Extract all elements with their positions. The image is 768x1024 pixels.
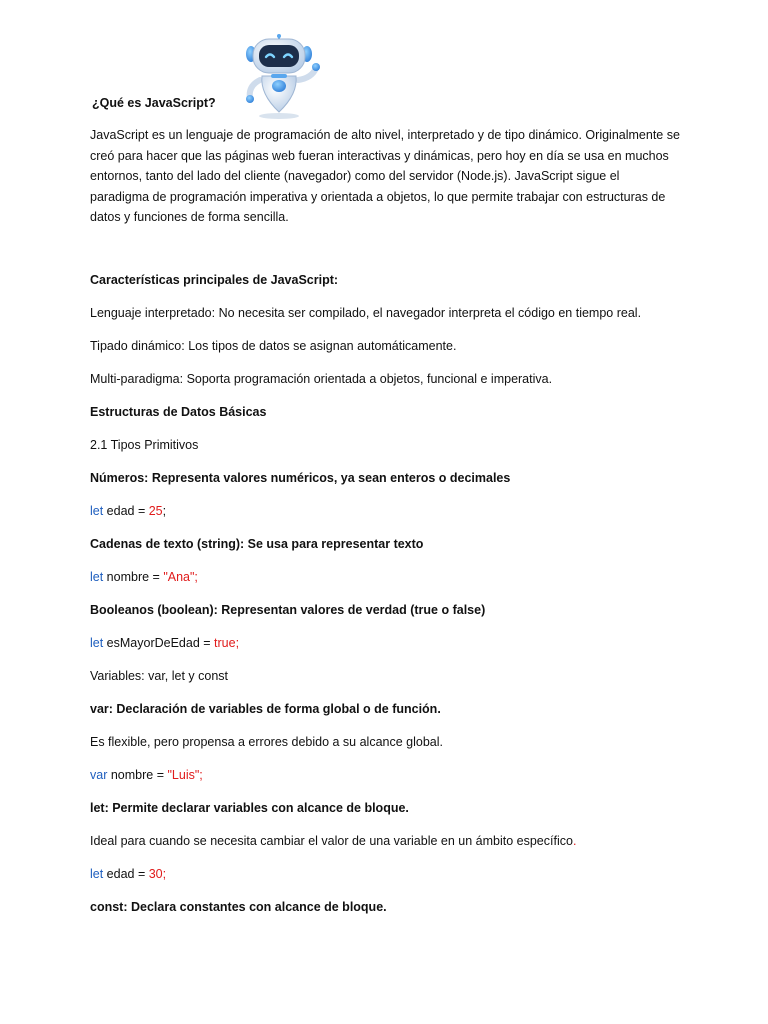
code-example-number — [90, 503, 166, 519]
features-heading: Características principales de JavaScript: — [90, 273, 339, 287]
code-literal: true; — [214, 636, 240, 650]
code-keyword: let — [90, 867, 104, 881]
code-keyword: let — [90, 636, 104, 650]
code-identifier: esMayorDeEdad = — [103, 636, 215, 650]
booleans-heading: Booleanos (boolean): Representan valores de verdad (true o false) — [90, 603, 486, 617]
code-literal: "Luis"; — [167, 768, 203, 782]
strings-heading: Cadenas de texto (string): Se usa para representar texto — [90, 537, 424, 551]
feature-multi-paradigm: Multi-paradigma: Soporta programación orientada a objetos, funcional e imperativa. — [90, 372, 553, 386]
numbers-heading: Números: Representa valores numéricos, ya sean enteros o decimales — [90, 471, 511, 485]
let-description-period: . — [572, 834, 577, 848]
code-example-let — [90, 866, 166, 882]
code-example-boolean — [90, 635, 239, 651]
variables-line: Variables: var, let y const — [90, 669, 229, 683]
code-identifier: edad = — [103, 867, 149, 881]
code-example-string — [90, 569, 198, 585]
code-literal: 30; — [148, 867, 167, 881]
code-identifier: nombre = — [103, 570, 164, 584]
code-example-var — [90, 767, 203, 783]
feature-dynamic-typing: Tipado dinámico: Los tipos de datos se asignan automáticamente. — [90, 339, 457, 353]
code-keyword: var — [90, 768, 108, 782]
structures-heading: Estructuras de Datos Básicas — [90, 405, 267, 419]
primitives-heading: 2.1 Tipos Primitivos — [90, 438, 199, 452]
let-description-text: Ideal para cuando se necesita cambiar el valor de una variable en un ámbito específico — [90, 834, 573, 848]
let-description — [90, 833, 576, 849]
intro-paragraph: JavaScript es un lenguaje de programación de alto nivel, interpretado y de tipo dinámico. Originalmente se creó para hacer que las páginas web fueran interactivas y dinámicas, pero hoy en día se usa en muchos entornos, tanto del lado del cliente (navegador) como del servidor (Node.js). JavaScript sigue el paradigma de programación imperativa y orientada a objetos, lo que permite trabajar con estructuras de datos y funciones de forma sencilla. — [90, 128, 680, 224]
page-title: ¿Qué es JavaScript? — [92, 96, 216, 110]
robot-mascot-icon — [236, 34, 322, 120]
code-identifier: edad = — [103, 504, 149, 518]
code-terminator: ; — [162, 504, 167, 518]
var-heading: var: Declaración de variables de forma global o de función. — [90, 702, 441, 716]
code-identifier: nombre = — [107, 768, 168, 782]
const-heading: const: Declara constantes con alcance de bloque. — [90, 900, 387, 914]
code-keyword: let — [90, 504, 104, 518]
code-literal: "Ana"; — [163, 570, 198, 584]
code-keyword: let — [90, 570, 104, 584]
var-description: Es flexible, pero propensa a errores debido a su alcance global. — [90, 735, 443, 749]
code-literal: 25 — [148, 504, 163, 518]
let-heading: let: Permite declarar variables con alcance de bloque. — [90, 801, 409, 815]
feature-interpreted: Lenguaje interpretado: No necesita ser compilado, el navegador interpreta el código en tiempo real. — [90, 306, 642, 320]
